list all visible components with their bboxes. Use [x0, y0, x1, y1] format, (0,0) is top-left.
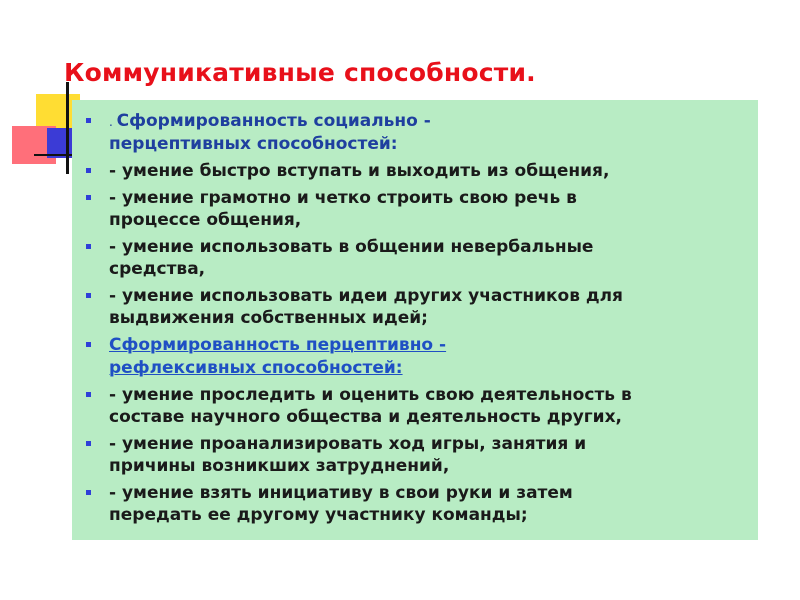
item-text: [109, 110, 746, 155]
slide-title: Коммуникативные способности.: [64, 58, 536, 87]
list-item: [76, 236, 746, 280]
bullet-square-icon: [86, 244, 91, 249]
bullet-square-icon: [86, 490, 91, 495]
list-item: [76, 110, 746, 155]
bullet-square-icon: [86, 293, 91, 298]
list-item[interactable]: [76, 334, 746, 379]
item-body: - умение быстро вступать и выходить из общения,: [109, 161, 610, 181]
bullet-list: [76, 110, 746, 531]
bullet-square-icon: [86, 441, 91, 446]
item-body: - умение грамотно и четко строить свою речь в процессе общения,: [109, 188, 577, 230]
item-body: Сформированность перцептивно - рефлексивных способностей:: [109, 335, 447, 378]
list-item: [76, 482, 746, 526]
item-body: - умение проследить и оценить свою деятельность в составе научного общества и деятельность других,: [109, 385, 632, 427]
list-item: [76, 285, 746, 329]
item-text: [109, 236, 746, 280]
list-item: [76, 160, 746, 182]
bullet-square-icon: [86, 392, 91, 397]
item-body: Сформированность социально - перцептивных способностей:: [109, 111, 431, 154]
item-body: - умение использовать идеи других участников для выдвижения собственных идей;: [109, 286, 623, 328]
item-text: [109, 384, 746, 428]
bullet-square-icon: [86, 342, 91, 347]
list-item: [76, 384, 746, 428]
item-body: - умение взять инициативу в свои руки и затем передать ее другому участнику команды;: [109, 483, 573, 525]
item-text: [109, 482, 746, 526]
item-body: - умение проанализировать ход игры, занятия и причины возникших затруднений,: [109, 434, 587, 476]
bullet-square-icon: [86, 195, 91, 200]
item-text: [109, 433, 746, 477]
decorative-vertical-line: [66, 82, 69, 174]
list-item: [76, 433, 746, 477]
item-text: [109, 285, 746, 329]
item-text: [109, 187, 746, 231]
item-link-text[interactable]: [109, 334, 746, 379]
bullet-square-icon: [86, 168, 91, 173]
item-body: - умение использовать в общении невербальные средства,: [109, 237, 594, 279]
item-prefix: .: [109, 115, 117, 129]
list-item: [76, 187, 746, 231]
bullet-square-icon: [86, 118, 91, 123]
item-text: [109, 160, 746, 182]
